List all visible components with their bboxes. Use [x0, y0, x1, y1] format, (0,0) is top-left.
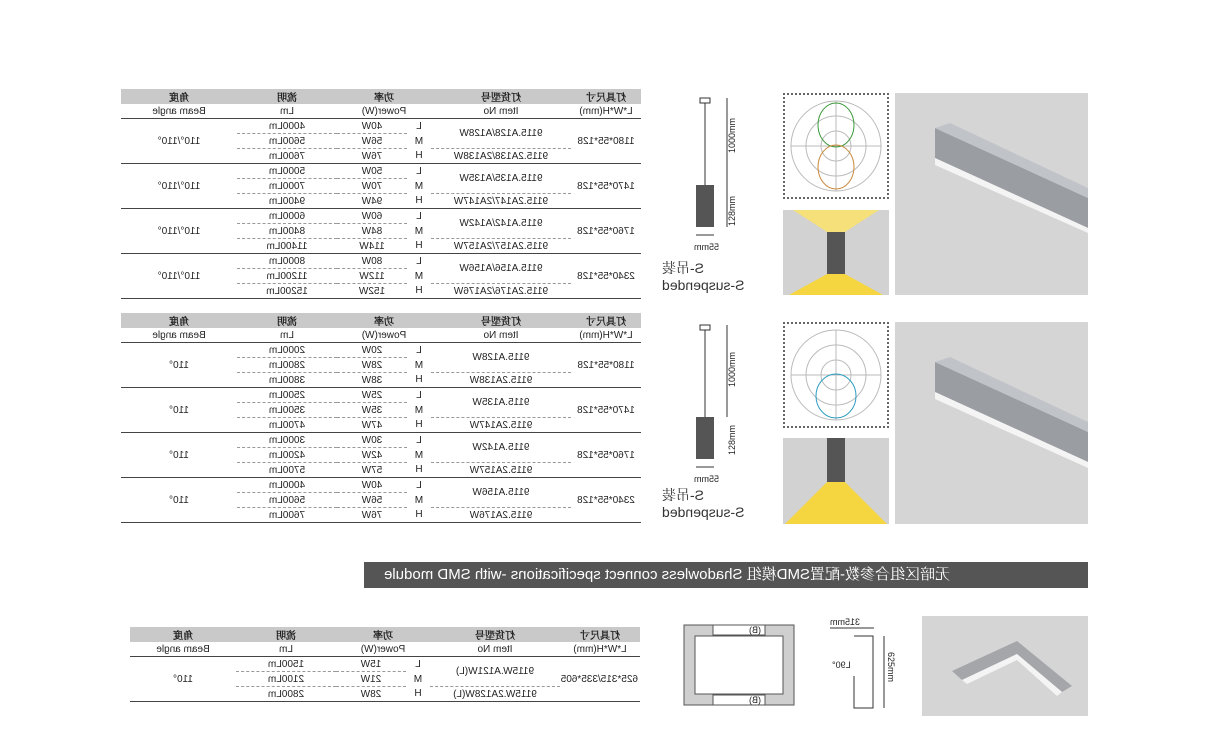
power-cell: 30W — [337, 433, 407, 448]
corner-height-label: 625mm — [886, 652, 896, 683]
power-cell: 114W — [337, 239, 407, 254]
col-beam-en: Beam angle — [121, 104, 237, 119]
col-beam-cn: 角度 — [121, 313, 237, 328]
lumen-cell: 2800Lm — [236, 687, 336, 702]
table-row — [130, 657, 640, 672]
model-cell: 9115.2A157/2A157W — [431, 239, 571, 254]
lumen-cell: 3500Lm — [237, 403, 337, 418]
size-cell: 1760*55*128 — [571, 433, 641, 478]
lumen-cell: 9400Lm — [237, 194, 337, 209]
col-power-cn: 功率 — [337, 89, 431, 104]
power-cell: 76W — [337, 508, 407, 523]
size-cell: 1470*55*128 — [571, 388, 641, 433]
level-cell: L — [416, 434, 422, 446]
light-effect-2 — [783, 438, 889, 524]
lumen-cell: 5000Lm — [237, 164, 337, 179]
level-cell: L — [416, 344, 422, 356]
lumen-cell: 8000Lm — [237, 254, 337, 269]
product-render-1 — [895, 93, 1088, 295]
corner-fixture-icon — [922, 616, 1088, 716]
power-cell: 21W — [336, 672, 406, 687]
level-cell: M — [414, 135, 424, 147]
beam-cell: 110°/110° — [121, 164, 237, 209]
power-cell: 38W — [337, 373, 407, 388]
model-cell: 9115.A128W — [431, 343, 571, 373]
col-lum-cn: 流明 — [237, 313, 337, 328]
beam-cell: 110°/110° — [121, 209, 237, 254]
power-cell: 84W — [337, 224, 407, 239]
level-cell: M — [414, 449, 424, 461]
header-row-cn — [130, 627, 640, 642]
lumen-cell: 8400Lm — [237, 224, 337, 239]
col-lum-en: Lm — [237, 104, 337, 119]
lumen-cell: 6000Lm — [237, 209, 337, 224]
model-cell: 9115.2A138/2A138W — [431, 149, 571, 164]
model-cell: 9115.2A176/2A176W — [431, 284, 571, 299]
power-cell: 28W — [336, 687, 406, 702]
col-size-en: L*W*H(mm) — [560, 642, 640, 657]
polar-diagram-2 — [783, 322, 889, 428]
level-cell: H — [406, 687, 430, 702]
power-cell: 25W — [337, 388, 407, 403]
power-cell: 15W — [336, 657, 406, 672]
lumen-cell: 4200Lm — [237, 448, 337, 463]
table-row — [121, 343, 641, 358]
col-beam-cn: 角度 — [121, 89, 237, 104]
corner-width-label: 315mm — [830, 617, 861, 627]
lumen-cell: 2800Lm — [237, 358, 337, 373]
lumen-cell: 7000Lm — [237, 179, 337, 194]
corner-angle-label: L90° — [832, 660, 851, 670]
spec-table-1 — [121, 89, 641, 299]
lumen-cell: 3800Lm — [237, 373, 337, 388]
power-cell: 40W — [337, 119, 407, 134]
lumen-cell: 4000Lm — [237, 119, 337, 134]
level-cell: L — [416, 120, 422, 132]
level-cell: M — [414, 225, 424, 237]
b-label-bottom: (B) — [749, 695, 761, 705]
beam-cell: 110°/110° — [121, 119, 237, 164]
lumen-cell: 7600Lm — [237, 508, 337, 523]
col-beam-en: Beam angle — [121, 328, 237, 343]
lumen-cell: 5700Lm — [237, 463, 337, 478]
power-cell: 80W — [337, 254, 407, 269]
power-cell: 47W — [337, 418, 407, 433]
model-cell: 9115W.2A128W(L) — [430, 687, 560, 702]
height-label-1000: 1000mm — [727, 118, 737, 154]
frame-outline-icon — [683, 624, 795, 706]
level-cell: L — [416, 210, 422, 222]
power-cell: 28W — [337, 358, 407, 373]
suspended-cn: S-吊装 — [662, 487, 704, 503]
power-cell: 56W — [337, 134, 407, 149]
col-lum-cn: 流明 — [237, 89, 337, 104]
size-cell: 1760*55*128 — [571, 209, 641, 254]
level-cell: M — [414, 359, 424, 371]
power-cell: 57W — [337, 463, 407, 478]
header-row-en — [121, 104, 641, 119]
model-cell: 9115.A142/A142W — [431, 209, 571, 239]
power-cell: 70W — [337, 179, 407, 194]
col-beam-cn: 角度 — [130, 627, 236, 642]
height-label-1000: 1000mm — [727, 352, 737, 388]
model-cell: 9115.A156/A156W — [431, 254, 571, 284]
model-cell: 9115W.A121W(L) — [430, 657, 560, 687]
suspended-en: S-suspended — [662, 277, 745, 293]
b-label-top: (B) — [749, 625, 761, 635]
suspension-cable-icon — [680, 95, 770, 255]
power-cell: 112W — [337, 269, 407, 284]
lumen-cell: 4700Lm — [237, 418, 337, 433]
power-cell: 60W — [337, 209, 407, 224]
header-row-en — [130, 642, 640, 657]
height-label-128: 128mm — [727, 196, 737, 227]
col-power-en: Power(W) — [337, 328, 431, 343]
model-cell: 9115.A135/A135W — [431, 164, 571, 194]
power-cell: 20W — [337, 343, 407, 358]
size-cell: 1180*55*128 — [571, 119, 641, 164]
suspended-caption-2 — [662, 487, 752, 521]
model-cell: 9115.A142W — [431, 433, 571, 463]
linear-fixture-icon — [895, 93, 1088, 295]
beam-cell: 110° — [121, 388, 237, 433]
width-label-55: 55mm — [694, 474, 720, 484]
model-cell: 9115.A128/A128W — [431, 119, 571, 149]
power-cell: 76W — [337, 149, 407, 164]
level-cell: M — [414, 404, 424, 416]
power-cell: 42W — [337, 448, 407, 463]
lumen-cell: 11400Lm — [237, 239, 337, 254]
level-cell: L — [415, 658, 421, 670]
polar-chart-icon — [785, 324, 887, 426]
level-cell: H — [407, 194, 431, 209]
lumen-cell: 2500Lm — [237, 388, 337, 403]
col-lum-en: Lm — [237, 328, 337, 343]
model-cell: 9115.2A147/2A147W — [431, 194, 571, 209]
product-render-corner — [922, 616, 1088, 716]
size-cell: 2340*55*128 — [571, 254, 641, 299]
col-size-cn: 灯具尺寸 — [571, 313, 641, 328]
lumen-cell: 1500Lm — [236, 657, 336, 672]
model-cell: 9115.A156W — [431, 478, 571, 508]
model-cell: 9115.2A147W — [431, 418, 571, 433]
level-cell: H — [407, 149, 431, 164]
col-power-en: Power(W) — [337, 104, 431, 119]
polar-chart-icon — [785, 95, 887, 197]
level-cell: M — [414, 494, 424, 506]
header-row-en — [121, 328, 641, 343]
height-label-128: 128mm — [727, 425, 737, 456]
fixture-drawing-2 — [680, 322, 770, 482]
col-lum-en: Lm — [236, 642, 336, 657]
level-cell: H — [407, 284, 431, 299]
power-cell: 35W — [337, 403, 407, 418]
lumen-cell: 15200Lm — [237, 284, 337, 299]
col-power-en: Power(W) — [336, 642, 430, 657]
level-cell: H — [407, 239, 431, 254]
model-cell: 9115.2A176W — [431, 508, 571, 523]
col-model-en: Item No — [431, 328, 571, 343]
table-row — [121, 254, 641, 269]
beam-cell: 110° — [121, 343, 237, 388]
col-model-cn: 灯货型号 — [431, 313, 571, 328]
header-row-cn — [121, 313, 641, 328]
suspended-cn: S-吊装 — [662, 260, 704, 276]
beam-cell: 110° — [130, 657, 236, 702]
lumen-cell: 5600Lm — [237, 493, 337, 508]
size-cell: 625*315/335*605 — [560, 657, 640, 702]
size-cell: 1470*55*128 — [571, 164, 641, 209]
level-cell: M — [414, 270, 424, 282]
lumen-cell: 3000Lm — [237, 433, 337, 448]
level-cell: L — [416, 389, 422, 401]
beam-cell: 110° — [121, 478, 237, 523]
model-cell: 9115.2A138W — [431, 373, 571, 388]
header-row-cn — [121, 89, 641, 104]
product-render-2 — [895, 322, 1088, 524]
col-model-cn: 灯货型号 — [430, 627, 560, 642]
spec-table-3-grid — [130, 627, 640, 702]
model-cell: 9115.A135W — [431, 388, 571, 418]
level-cell: M — [413, 673, 423, 685]
fixture-drawing-1 — [680, 95, 770, 255]
level-cell: L — [416, 165, 422, 177]
size-cell: 2340*55*128 — [571, 478, 641, 523]
col-power-cn: 功率 — [336, 627, 430, 642]
level-cell: L — [416, 255, 422, 267]
width-label-55: 55mm — [694, 242, 720, 252]
table-row — [121, 478, 641, 493]
spec-table-2-grid — [121, 313, 641, 523]
power-cell: 56W — [337, 493, 407, 508]
power-cell: 50W — [337, 164, 407, 179]
lumen-cell: 4000Lm — [237, 478, 337, 493]
spec-table-2 — [121, 313, 641, 523]
table-row — [121, 119, 641, 134]
col-size-en: L*W*H(mm) — [571, 328, 641, 343]
power-cell: 152W — [337, 284, 407, 299]
col-beam-en: Beam angle — [130, 642, 236, 657]
level-cell: H — [407, 418, 431, 433]
col-power-cn: 功率 — [337, 313, 431, 328]
table-row — [121, 164, 641, 179]
up-down-light-icon — [783, 210, 889, 295]
section-banner — [364, 562, 1088, 588]
lumen-cell: 7600Lm — [237, 149, 337, 164]
down-light-icon — [783, 438, 889, 524]
level-cell: H — [407, 373, 431, 388]
table-row — [121, 433, 641, 448]
col-model-en: Item No — [431, 104, 571, 119]
col-model-cn: 灯货型号 — [431, 89, 571, 104]
level-cell: L — [416, 479, 422, 491]
table-row — [121, 209, 641, 224]
light-effect-1 — [783, 210, 889, 295]
frame-top-view — [683, 624, 795, 706]
table-row — [121, 388, 641, 403]
lumen-cell: 2100Lm — [236, 672, 336, 687]
col-lum-cn: 流明 — [236, 627, 336, 642]
beam-cell: 110°/110° — [121, 254, 237, 299]
power-cell: 40W — [337, 478, 407, 493]
col-model-en: Item No — [430, 642, 560, 657]
spec-table-3 — [130, 627, 640, 702]
beam-cell: 110° — [121, 433, 237, 478]
lumen-cell: 5600Lm — [237, 134, 337, 149]
suspended-en: S-suspended — [662, 504, 745, 520]
col-size-en: L*W*H(mm) — [571, 104, 641, 119]
lumen-cell: 2000Lm — [237, 343, 337, 358]
suspended-caption-1 — [662, 260, 752, 294]
model-cell: 9115.2A157W — [431, 463, 571, 478]
lumen-cell: 11200Lm — [237, 269, 337, 284]
linear-fixture-icon — [895, 322, 1088, 524]
level-cell: M — [414, 180, 424, 192]
suspension-cable-icon — [680, 322, 770, 482]
power-cell: 94W — [337, 194, 407, 209]
level-cell: H — [407, 508, 431, 523]
col-size-cn: 灯具尺寸 — [571, 89, 641, 104]
polar-diagram-1 — [783, 93, 889, 199]
size-cell: 1180*55*128 — [571, 343, 641, 388]
col-size-cn: 灯具尺寸 — [560, 627, 640, 642]
section-banner-text: 无暗区组合参数-配置SMD模组 Shadowless connect specifications -with SMD module — [384, 566, 950, 583]
level-cell: H — [407, 463, 431, 478]
spec-table-1-grid — [121, 89, 641, 299]
